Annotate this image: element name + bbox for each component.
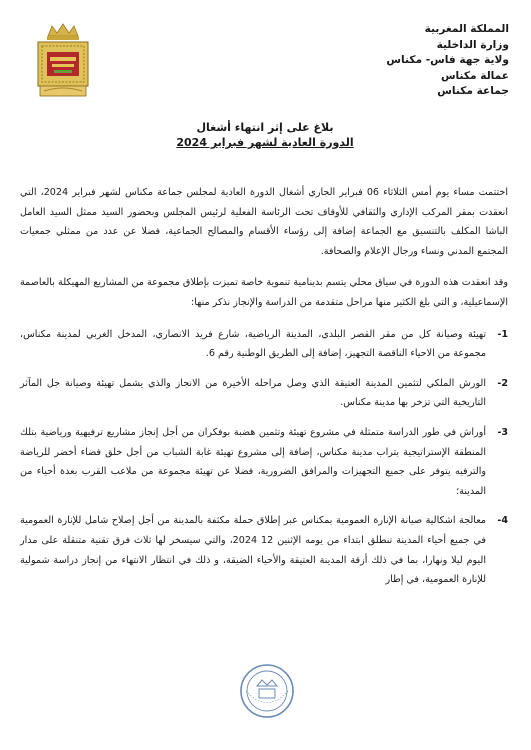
commune-line: جماعة مكناس — [437, 85, 509, 97]
region-line: ولاية جهة فاس- مكناس — [386, 54, 509, 66]
item-text: معالجة اشكالية صيانة الإنارة العمومية بمكناس عبر إطلاق حملة مكثفة بالمدينة من أجل إصلاح شامل للإنارة العمومية في جميع أحياء المدينة تنطلق ابتداء من يومه الإثنين 12 2024، والتي سيسخر لها ثلاث فرق تقنية متنقلة على مدار اليوم ليلا ونهارا، بما في ذلك أزقة المدينة العتيقة والأحياء الضيقة، و ذلك في انتظار الانتهاء من إنجاز دراسة شمولية للإنارة العمومية، في إطار — [20, 515, 486, 586]
official-stamp-icon — [238, 662, 296, 720]
letterhead — [309, 22, 509, 100]
document-title — [150, 120, 380, 150]
paragraph: اختتمت مساء يوم أمس الثلاثاء 06 فبراير الجاري أشغال الدورة العادية لمجلس جماعة مكناس لشهر فبراير 2024، التي انعقدت بمقر المركب الإداري والثقافي للأوقاف تحت الرئاسة الفعلية لرئيس المجلس وبحضور السيد ممثل السيد العامل الباشا المكلف بالتنسيق مع الجماعة إضافة إلى رؤساء الأقسام والمصالح الجماعية، فضلا عن عدد من ممثلي جمعيات المجتمع المدني ونساء ورجال الإعلام والصحافة. — [20, 187, 508, 257]
kingdom-line: المملكة المغربية — [424, 23, 509, 35]
item-number: 1- — [497, 328, 508, 340]
list-item — [20, 325, 508, 364]
list-item — [20, 423, 508, 501]
item-text: الورش الملكي لتثمين المدينة العتيقة الذي وصل مراحله الأخيرة من الانجاز والذي يشمل تهيئة وصيانة جل المآثر التاريخية التي تزخر بها مدينة مكناس. — [20, 377, 486, 409]
list-item — [20, 511, 508, 589]
item-text: تهيئة وصيانة كل من مقر القصر البلدي، المدينة الرياضية، شارع فريد الانصاري، المدخل الغربي لمدينة مكناس، مجموعة من الاحياء الناقصة التجهيز، إضافة إلى الطريق الوطنية رقم 6. — [20, 328, 486, 360]
list-item — [20, 374, 508, 413]
item-number: 3- — [497, 426, 508, 438]
projects-list — [20, 325, 508, 590]
title-line-2: الدورة العادية لشهر فبراير 2024 — [176, 136, 354, 149]
paragraph: وقد انعقدت هذه الدورة في سياق محلي يتسم بدينامية تنموية خاصة تميزت بإطلاق مجموعة من المشاريع المهيكلة بالعاصمة الإسماعيلية، و التي بلغ الكثير منها مراحل متقدمة من الدراسة والإنجاز نذكر منها: — [20, 277, 508, 308]
item-number: 2- — [497, 377, 508, 389]
document-body — [20, 183, 508, 600]
item-text: أوراش في طور الدراسة متمثلة في مشروع تهيئة وتثمين هضبة بوفكران من أجل إنجاز مشاريع ترفيهية ورياضية بتلك المنطقة الإستراتيجية بتراب مدينة مكناس، إضافة إلى مشروع تهيئة غابة الشباب من أجل خلق فضاء أخضر للرياضة والترفيه يتوفر على جميع التجهيزات والمرافق الضرورية، فضلا عن تهيئة مجموعة من ملاعب القرب بعدة أحياء من المدينة؛ — [20, 426, 486, 497]
ministry-line: وزارة الداخلية — [436, 38, 509, 51]
prefecture-line: عمالة مكناس — [440, 69, 509, 82]
title-line-1: بلاغ على إثر انتهاء أشغال — [196, 121, 334, 134]
item-number: 4- — [497, 515, 508, 527]
municipal-emblem-icon — [30, 22, 96, 100]
